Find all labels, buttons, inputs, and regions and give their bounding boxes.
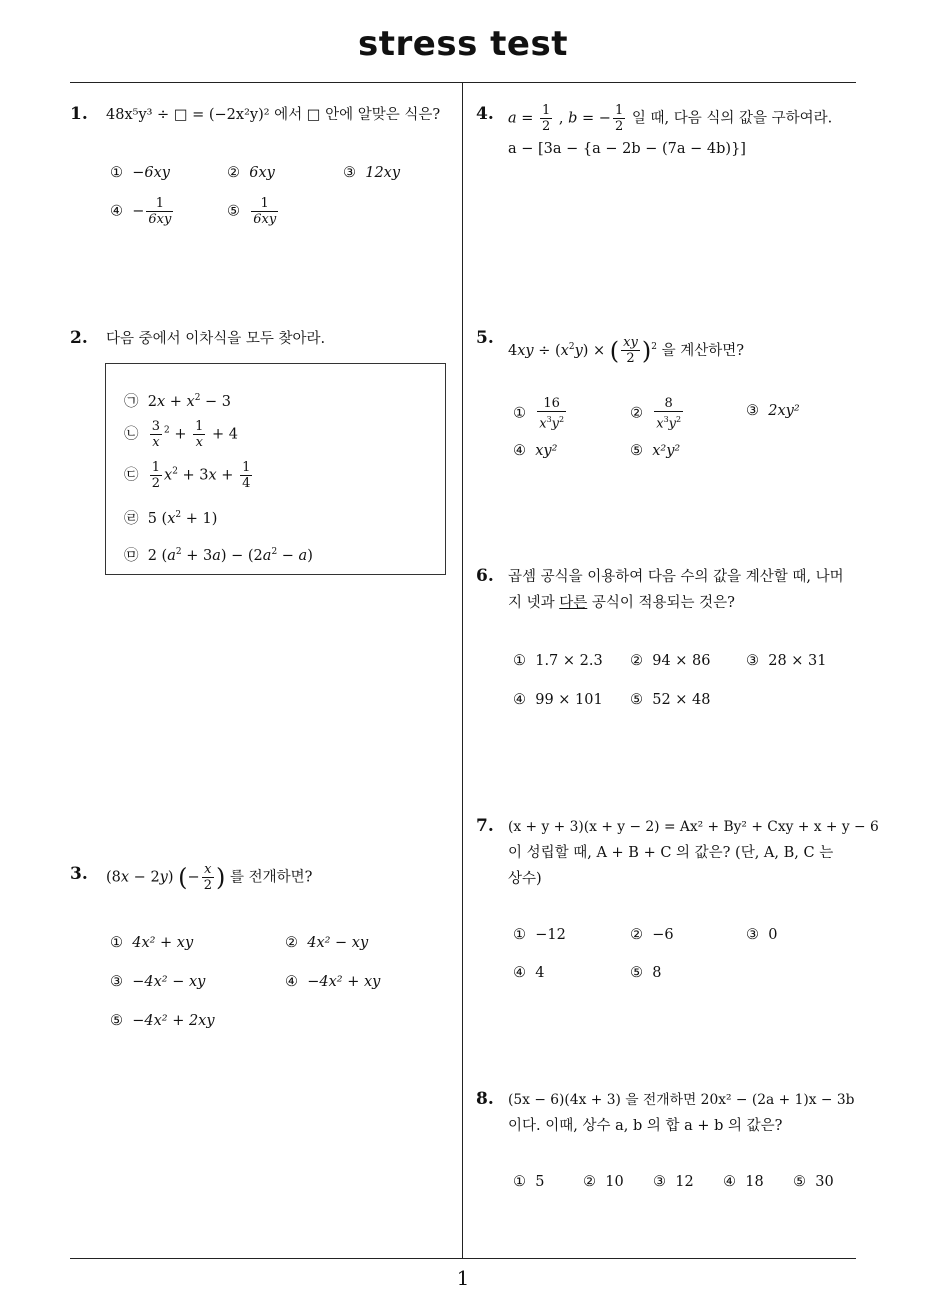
option-1[interactable]: ① $\frac{16}{x^3y^2}$ [513, 396, 565, 432]
option-3[interactable] [653, 1174, 694, 1190]
item-marker: ㉡ [124, 426, 139, 443]
question-text-line-2: 이 성립할 때, A + B + C 의 값은? (단, A, B, C 는 [508, 845, 834, 861]
option-value: 6xy [249, 165, 275, 181]
option-1[interactable] [110, 935, 193, 951]
question-text-line-1: (x + y + 3)(x + y − 2) = Ax² + By² + Cxy + x + y − 6 [508, 819, 879, 835]
option-value: 8 [652, 965, 662, 981]
option-2[interactable] [630, 927, 674, 943]
option-value: 0 [768, 927, 778, 943]
option-value: 28 × 31 [768, 653, 827, 669]
option-marker: ② [630, 927, 643, 943]
option-1[interactable] [513, 927, 566, 943]
item-marker: ㉠ [124, 394, 139, 410]
question-expression: 48x⁵y³ ÷ □ = (−2x²y)² [106, 107, 270, 123]
option-marker: ② [630, 405, 643, 422]
option-value: 12xy [365, 165, 401, 181]
option-5[interactable] [110, 1013, 215, 1029]
question-text-line-1: (5x − 6)(4x + 3) 을 전개하면 20x² − (2a + 1)x − 3b [508, 1092, 855, 1108]
option-marker: ⑤ [110, 1013, 123, 1029]
option-value: −6xy [132, 165, 170, 181]
option-value: −4x² + xy [307, 974, 381, 990]
option-value: −4x² − xy [132, 974, 206, 990]
option-marker: ② [630, 653, 643, 669]
option-5[interactable] [793, 1174, 834, 1190]
option-marker: ④ [513, 692, 526, 708]
option-5[interactable]: ⑤ $\frac{1}{6xy}$ [227, 196, 277, 227]
page-title: stress test [358, 24, 568, 64]
option-marker: ④ [513, 965, 526, 981]
option-marker: ③ [746, 927, 759, 943]
question-number: 3. [70, 864, 88, 884]
option-value: 5 [535, 1174, 545, 1190]
option-value: 10 [605, 1174, 624, 1190]
option-value: 4x² − xy [307, 935, 369, 951]
option-3[interactable] [746, 927, 777, 943]
question-text-line-3: 상수) [508, 871, 542, 887]
option-1[interactable] [513, 653, 603, 669]
option-marker: ① [513, 927, 526, 943]
option-value: 4 [535, 965, 545, 981]
question-number: 8. [476, 1089, 494, 1109]
question-number: 4. [476, 104, 494, 124]
column-divider [462, 83, 463, 1259]
option-2[interactable] [583, 1174, 624, 1190]
option-2[interactable] [630, 653, 711, 669]
option-marker: ③ [746, 653, 759, 669]
option-4[interactable] [513, 692, 603, 708]
question-expression: a − [3a − {a − 2b − (7a − 4b)}] [508, 141, 746, 157]
question-prompt: 일 때, 다음 식의 값을 구하여라. [627, 110, 833, 127]
option-marker: ② [285, 935, 298, 951]
option-value: 18 [745, 1174, 764, 1190]
option-5[interactable] [630, 692, 711, 708]
question-number: 7. [476, 816, 494, 836]
question-text: $4xy \div (x^2y)$ × ( $\frac{xy}{2}$ )$^2$ 을 계산하면? [508, 335, 744, 367]
box-item-1: ㉠ $2x + x^2 - 3$ [124, 393, 232, 410]
option-marker: ③ [343, 165, 356, 181]
question-text-line-1: 곱셈 공식을 이용하여 다음 수의 값을 계산할 때, 나머 [508, 569, 844, 585]
option-4[interactable]: ④ − $\frac{1}{6xy}$ [110, 196, 172, 227]
option-1[interactable] [110, 165, 170, 181]
question-prompt: 에서 □ 안에 알맞은 식은? [269, 107, 441, 123]
option-value: x²y² [652, 443, 681, 459]
option-4[interactable] [513, 965, 544, 981]
option-value: 99 × 101 [535, 692, 603, 708]
bottom-rule [70, 1258, 856, 1259]
option-1[interactable] [513, 1174, 544, 1190]
option-marker: ④ [110, 203, 123, 220]
option-marker: ① [513, 1174, 526, 1190]
option-marker: ③ [110, 974, 123, 990]
option-5[interactable] [630, 965, 661, 981]
option-2[interactable]: ② $\frac{8}{x^3y^2}$ [630, 396, 682, 432]
question-text: a = $\frac{1}{2}$ , b = − $\frac{1}{2}$ 일 때, 다음 식의 값을 구하여라. [508, 103, 833, 134]
question-text: 다음 중에서 이차식을 모두 찾아라. [106, 331, 326, 347]
question-number: 5. [476, 328, 494, 348]
question-text-line-2: 이다. 이때, 상수 a, b 의 합 a + b 의 값은? [508, 1118, 783, 1134]
option-value: −12 [535, 927, 566, 943]
option-value: 4x² + xy [132, 935, 194, 951]
question-number: 2. [70, 328, 88, 348]
option-marker: ⑤ [630, 692, 643, 708]
option-marker: ⑤ [227, 203, 240, 220]
option-value: 1.7 × 2.3 [535, 653, 603, 669]
question-text: (8x − 2y) (− $\frac{x}{2}$ ) 를 전개하면? [106, 862, 313, 893]
option-marker: ③ [746, 403, 759, 419]
option-5[interactable] [630, 443, 680, 459]
option-marker: ② [583, 1174, 596, 1190]
box-item-2: ㉡ $\frac{3}{x}$ $^2$ + $\frac{1}{x}$ + 4 [124, 419, 238, 450]
text-part: 지 넷과 [508, 595, 560, 611]
option-value: 52 × 48 [652, 692, 711, 708]
page-number: 1 [456, 1266, 470, 1290]
option-marker: ① [513, 653, 526, 669]
box-item-3: ㉢ $\frac{1}{2}$ $x^2 + 3x$ + $\frac{1}{4}$ [124, 460, 251, 491]
option-marker: ④ [285, 974, 298, 990]
option-4[interactable] [723, 1174, 764, 1190]
question-text [106, 102, 440, 128]
option-2[interactable] [285, 935, 368, 951]
option-2[interactable] [227, 165, 275, 181]
option-value: xy² [535, 443, 558, 459]
top-rule [70, 82, 856, 83]
option-4[interactable] [513, 443, 557, 459]
option-marker: ⑤ [630, 443, 643, 459]
item-marker: ㉢ [124, 467, 139, 484]
option-marker: ④ [723, 1174, 736, 1190]
underlined-word: 다른 [559, 595, 588, 611]
option-marker: ③ [653, 1174, 666, 1190]
option-marker: ② [227, 165, 240, 181]
option-3[interactable] [110, 974, 205, 990]
option-value: −6 [652, 927, 674, 943]
item-marker: ㉣ [124, 511, 139, 527]
option-marker: ① [110, 935, 123, 951]
question-prompt: 를 전개하면? [229, 869, 313, 886]
question-prompt: 을 계산하면? [656, 342, 744, 359]
item-marker: ㉤ [124, 548, 139, 564]
question-text-line-2 [508, 590, 735, 616]
box-item-4: ㉣ 5 $(x^2 + 1)$ [124, 510, 218, 527]
question-number: 1. [70, 104, 88, 124]
expression-box [105, 363, 446, 575]
option-value: 2xy² [768, 403, 800, 419]
option-marker: ① [513, 405, 526, 422]
option-3[interactable] [343, 165, 400, 181]
option-marker: ① [110, 165, 123, 181]
question-number: 6. [476, 566, 494, 586]
option-value: 12 [675, 1174, 694, 1190]
option-marker: ⑤ [793, 1174, 806, 1190]
option-value: −4x² + 2xy [132, 1013, 215, 1029]
text-part: 공식이 적용되는 것은? [587, 595, 735, 611]
option-4[interactable] [285, 974, 380, 990]
option-value: 94 × 86 [652, 653, 711, 669]
option-3[interactable] [746, 653, 827, 669]
option-marker: ⑤ [630, 965, 643, 981]
option-value: 30 [815, 1174, 834, 1190]
box-item-5: ㉤ 2 $(a^2 + 3a) - (2a^2 - a)$ [124, 547, 313, 564]
option-3[interactable] [746, 403, 800, 419]
option-marker: ④ [513, 443, 526, 459]
